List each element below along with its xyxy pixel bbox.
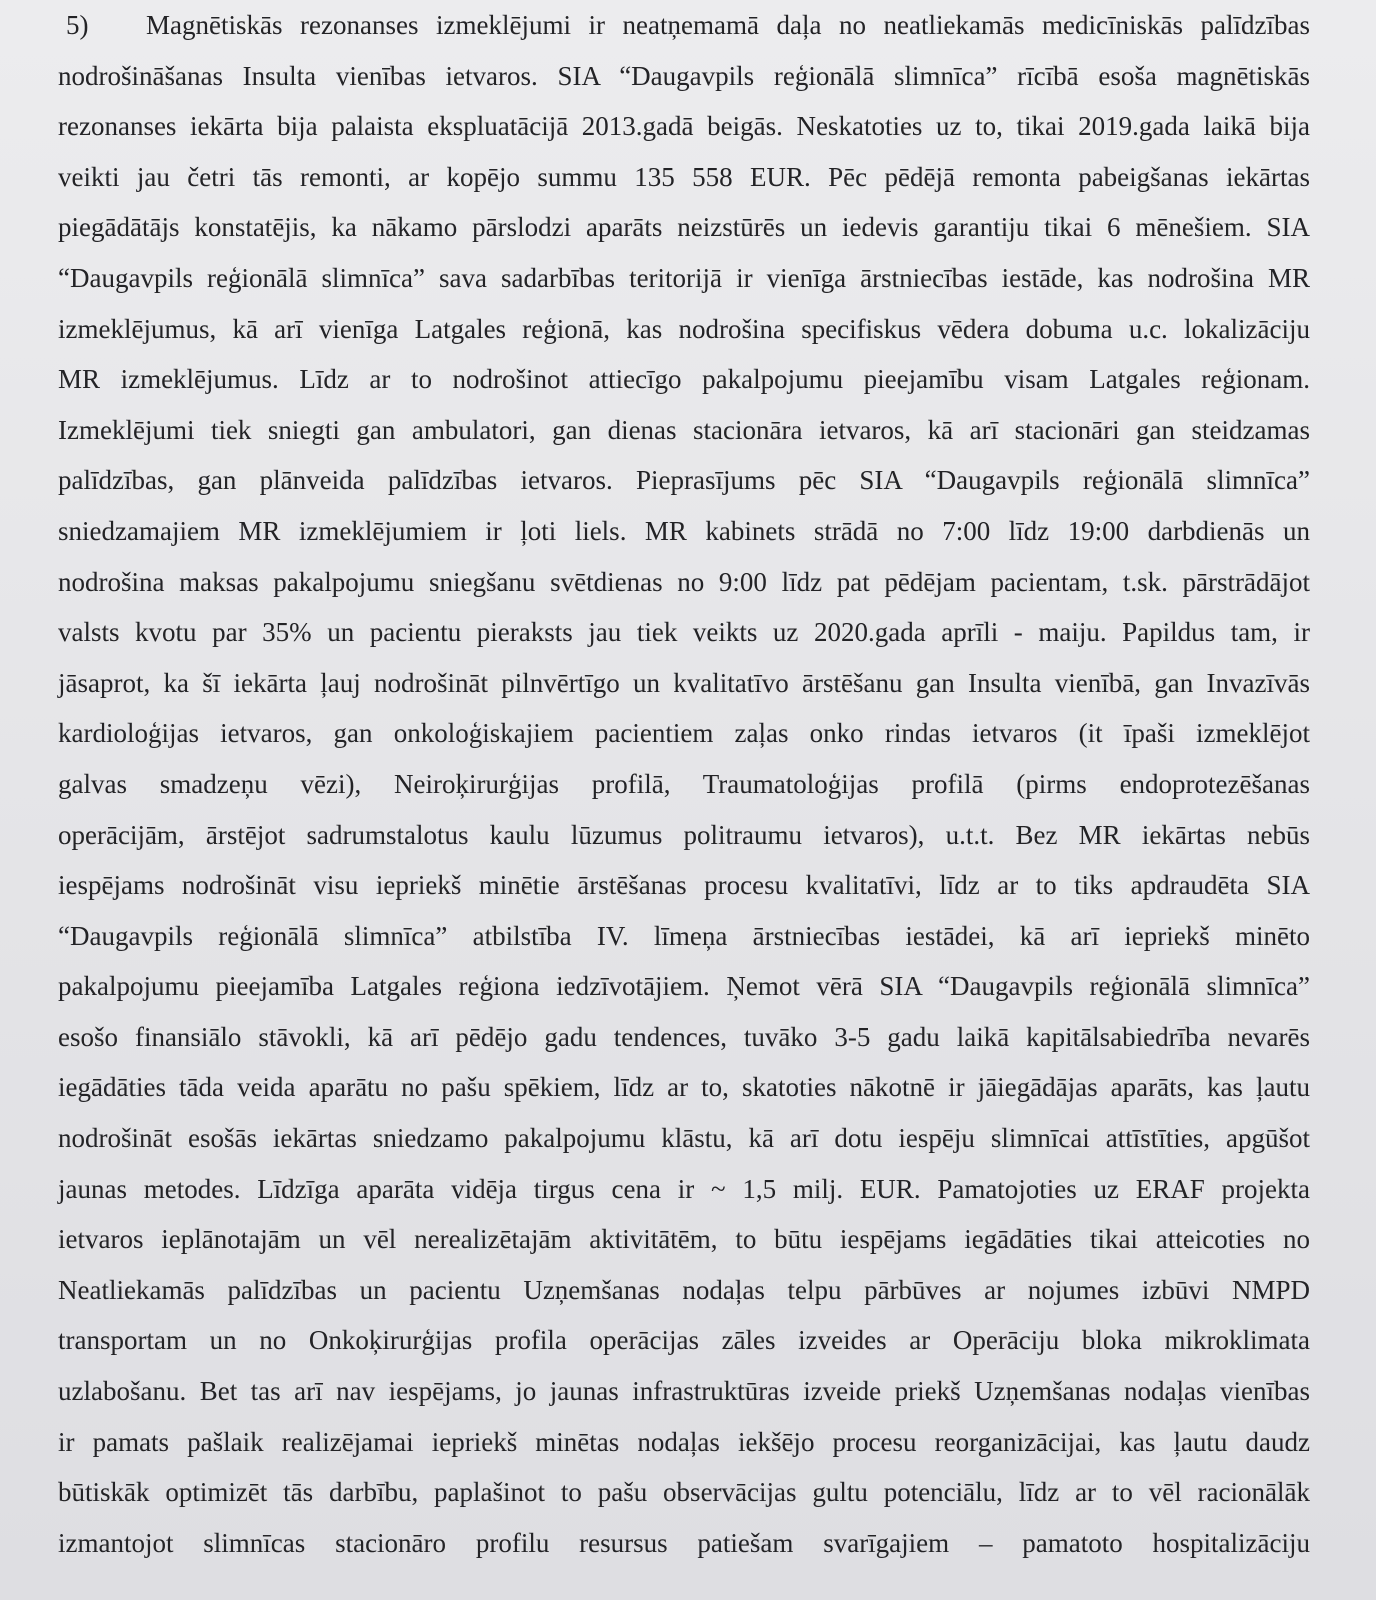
text-line: ietvaros ieplānotajām un vēl nerealizētajām aktivitātēm, to būtu iespējams iegādāties tikai atteicoties no bbox=[58, 1224, 1310, 1255]
text-line: transportam un no Onkoķirurģijas profila operācijas zāles izveides ar Operāciju bloka mikroklimata bbox=[58, 1325, 1310, 1356]
text-line: MR izmeklējumus. Līdz ar to nodrošinot attiecīgo pakalpojumu pieejamību visam Latgales reģionam. bbox=[58, 364, 1310, 395]
paragraph-5 bbox=[58, 0, 1310, 1568]
text-line: iespējams nodrošināt visu iepriekš minētie ārstēšanas procesu kvalitatīvi, līdz ar to tiks apdraudēta SIA bbox=[58, 870, 1310, 901]
text-line: pakalpojumu pieejamība Latgales reģiona iedzīvotājiem. Ņemot vērā SIA “Daugavpils reģionālā slimnīca” bbox=[58, 971, 1310, 1002]
text-line: nodrošināt esošās iekārtas sniedzamo pakalpojumu klāstu, kā arī dotu iespēju slimnīcai attīstīties, apgūšot bbox=[58, 1123, 1310, 1154]
text-line: esošo finansiālo stāvokli, kā arī pēdējo gadu tendences, tuvāko 3-5 gadu laikā kapitālsabiedrība nevarēs bbox=[58, 1021, 1310, 1052]
text-line: galvas smadzeņu vēzi), Neiroķirurģijas profilā, Traumatoloģijas profilā (pirms endoprotezēšanas bbox=[58, 768, 1310, 799]
text-line: veikti jau četri tās remonti, ar kopējo summu 135 558 EUR. Pēc pēdējā remonta pabeigšanas iekārtas bbox=[58, 161, 1310, 192]
text-line: jaunas metodes. Līdzīga aparāta vidēja tirgus cena ir ~ 1,5 milj. EUR. Pamatojoties uz ERAF projekta bbox=[58, 1173, 1310, 1204]
text-line: kardioloģijas ietvaros, gan onkoloģiskajiem pacientiem zaļas onko rindas ietvaros (it īpaši izmeklējot bbox=[58, 718, 1310, 749]
text-line: Izmeklējumi tiek sniegti gan ambulatori, gan dienas stacionāra ietvaros, kā arī stacionāri gan steidzamas bbox=[58, 414, 1310, 445]
text-line: uzlabošanu. Bet tas arī nav iespējams, jo jaunas infrastruktūras izveide priekš Uzņemšanas nodaļas vienības bbox=[58, 1376, 1310, 1407]
text-line: izmeklējumus, kā arī vienīga Latgales reģionā, kas nodrošina specifiskus vēdera dobuma u.c. lokalizāciju bbox=[58, 313, 1310, 344]
text-line: operācijām, ārstējot sadrumstalotus kaulu lūzumus politraumu ietvaros), u.t.t. Bez MR iekārtas nebūs bbox=[58, 819, 1310, 850]
text-line: jāsaprot, ka šī iekārta ļauj nodrošināt pilnvērtīgo un kvalitatīvo ārstēšanu gan Insulta vienībā, gan Invazīvās bbox=[58, 667, 1310, 698]
text-line: “Daugavpils reģionālā slimnīca” sava sadarbības teritorijā ir vienīga ārstniecības iestāde, kas nodrošina MR bbox=[58, 262, 1310, 293]
text-line: nodrošināšanas Insulta vienības ietvaros. SIA “Daugavpils reģionālā slimnīca” rīcībā esoša magnētiskās bbox=[58, 60, 1310, 91]
text-line: būtiskāk optimizēt tās darbību, paplašinot to pašu observācijas gultu potenciālu, līdz ar to vēl racionālāk bbox=[58, 1477, 1310, 1508]
paragraph-number: 5) bbox=[66, 10, 89, 40]
text-line: rezonanses iekārta bija palaista ekspluatācijā 2013.gadā beigās. Neskatoties uz to, tikai 2019.gada laikā bija bbox=[58, 111, 1310, 142]
text-line: piegādātājs konstatējis, ka nākamo pārslodzi aparāts neizstūrēs un iedevis garantiju tikai 6 mēnešiem. SIA bbox=[58, 212, 1310, 243]
text-line: iegādāties tāda veida aparātu no pašu spēkiem, līdz ar to, skatoties nākotnē ir jāiegādājas aparāts, kas ļautu bbox=[58, 1072, 1310, 1103]
text-line: valsts kvotu par 35% un pacientu pieraksts jau tiek veikts uz 2020.gada aprīli - maiju. Papildus tam, ir bbox=[58, 617, 1310, 648]
text-line: nodrošina maksas pakalpojumu sniegšanu svētdienas no 9:00 līdz pat pēdējam pacientam, t.sk. pārstrādājot bbox=[58, 566, 1310, 597]
text-line: “Daugavpils reģionālā slimnīca” atbilstība IV. līmeņa ārstniecības iestādei, kā arī iepriekš minēto bbox=[58, 920, 1310, 951]
text-line: Neatliekamās palīdzības un pacientu Uzņemšanas nodaļas telpu pārbūves ar nojumes izbūvi NMPD bbox=[58, 1274, 1310, 1305]
text-line: palīdzības, gan plānveida palīdzības ietvaros. Pieprasījums pēc SIA “Daugavpils reģionālā slimnīca” bbox=[58, 465, 1310, 496]
text-line: 5) Magnētiskās rezonanses izmeklējumi ir neatņemamā daļa no neatliekamās medicīniskās palīdzības bbox=[58, 0, 1310, 51]
text-line: izmantojot slimnīcas stacionāro profilu resursus patiešam svarīgajiem – pamatoto hospitalizāciju bbox=[58, 1527, 1310, 1558]
text-line: ir pamats pašlaik realizējamai iepriekš minētas nodaļas iekšējo procesu reorganizācijai, kas ļautu daudz bbox=[58, 1426, 1310, 1457]
text-line: sniedzamajiem MR izmeklējumiem ir ļoti liels. MR kabinets strādā no 7:00 līdz 19:00 darbdienās un bbox=[58, 515, 1310, 546]
